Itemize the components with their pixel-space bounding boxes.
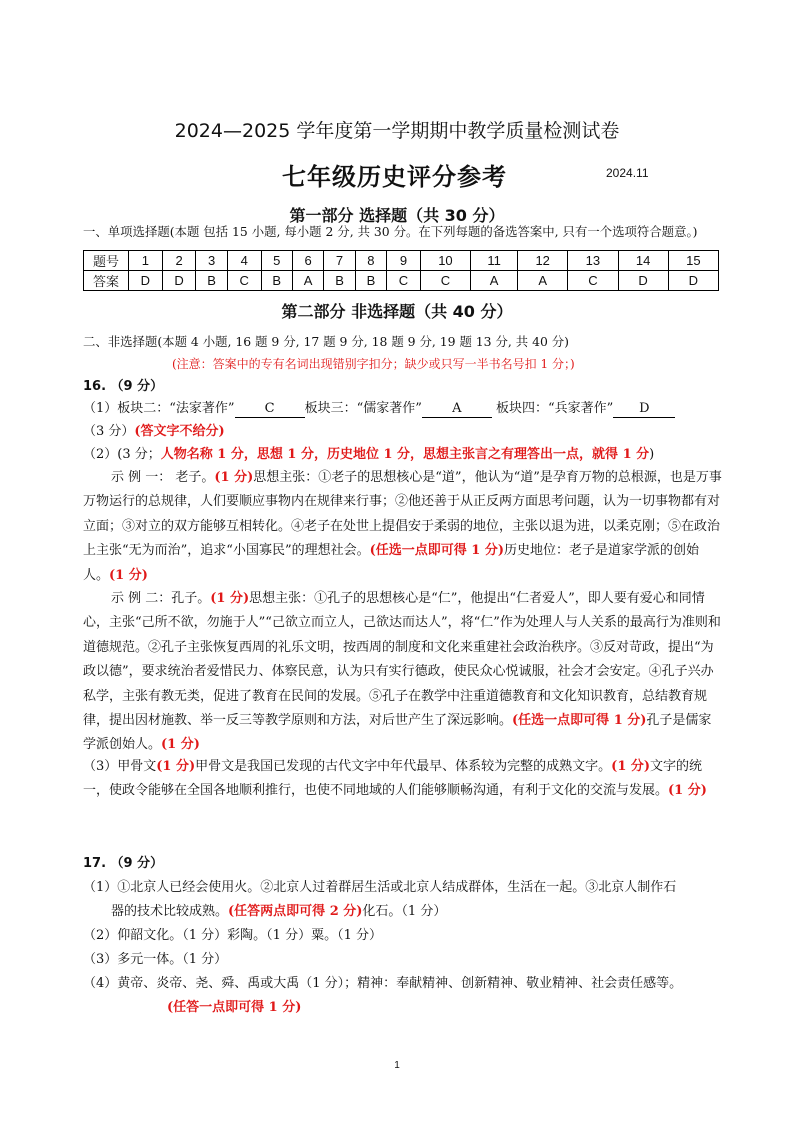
q16-part1-score — [83, 424, 225, 440]
question-number: 6 — [292, 251, 323, 271]
answer-cell: C — [387, 271, 421, 291]
answer-table — [83, 250, 719, 291]
q16-p2-text-a: （2）(3 分； — [83, 447, 161, 462]
q16-p3-text-1: （3）甲骨文 — [83, 759, 157, 774]
question-number: 15 — [668, 251, 718, 271]
q17-p1-note: (任答两点即可得 2 分) — [228, 904, 363, 919]
q16-answer-blank-3: D — [613, 401, 675, 418]
q16-part2 — [83, 447, 654, 463]
question-number: 1 — [129, 251, 163, 271]
ex1-status: 历史地位：老子是道家学派的创始人。 — [83, 543, 700, 583]
answer-cell: B — [261, 271, 292, 291]
page-number: 1 — [394, 1060, 400, 1071]
ex1-note: (任选一点即可得 1 分) — [369, 543, 504, 559]
part1-heading: 第一部分 选择题（共 30 分） — [289, 206, 505, 225]
answer-table-number-row — [84, 251, 719, 271]
q17-p4-note: (任答一点即可得 1 分) — [167, 1000, 302, 1015]
answer-table-answer-row — [84, 271, 719, 291]
q16-p1-text-a: （1）板块二：“法家著作” — [83, 401, 235, 416]
ex1-mark-2: (1 分) — [109, 567, 148, 583]
question-number: 2 — [162, 251, 196, 271]
question-number: 14 — [618, 251, 668, 271]
part2-instruction: 二、非选择题(本题 4 小题, 16 题 9 分, 17 题 9 分, 18 题 9 分, 19 题 13 分, 共 40 分) — [83, 334, 570, 349]
answer-cell: B — [196, 271, 227, 291]
q16-title: 16. （9 分） — [83, 379, 164, 394]
q17-p1-text-c: 化石。（1 分） — [362, 904, 447, 919]
q16-p2-text-b: ) — [649, 447, 655, 462]
q16-p3-text-2: 甲骨文是我国已发现的古代文字中年代最早、体系较为完整的成熟文字。 — [195, 759, 612, 774]
question-number: 9 — [387, 251, 421, 271]
q16-p1-score: （3 分） — [83, 424, 135, 439]
answer-cell: B — [324, 271, 355, 291]
q17-part1-line2 — [111, 904, 446, 920]
q16-part1 — [83, 401, 675, 418]
ex1-thought: 思想主张：①老子的思想核心是“道”，他认为“道”是孕育万物的总根源，也是万事万物运行的总规律，人们要顺应事物内在规律来行事；②他还善于从正反两方面思考问题，认为一切事物都有对立面；③对立的双方能够互相转化。④老子在处世上提倡安于柔弱的地位，主张以退为进，以柔克刚；⑤在政治上主张“无为而治”，追求“小国寡民”的理想社会。 — [83, 470, 722, 559]
q16-p3-mark-2: (1 分) — [611, 759, 651, 774]
answer-cell: D — [618, 271, 668, 291]
q16-p3-text-3: 文字的统一，使政令能够在全国各地顺利推行，也使不同地域的人们能够顺畅沟通，有利于文化的交流与发展。 — [83, 759, 703, 799]
ex2-note: (任选一点即可得 1 分) — [512, 713, 647, 729]
answer-cell: D — [162, 271, 196, 291]
row-label: 答案 — [84, 271, 129, 291]
question-number: 3 — [196, 251, 227, 271]
answer-cell: A — [471, 271, 518, 291]
answer-cell: A — [518, 271, 568, 291]
q16-example-2 — [83, 587, 723, 758]
answer-cell: C — [420, 271, 470, 291]
q16-answer-blank-2: A — [422, 401, 492, 418]
ex2-mark-2: (1 分) — [161, 737, 200, 753]
question-number: 13 — [568, 251, 618, 271]
q17-p1-text-b: 器的技术比较成熟。 — [111, 904, 229, 919]
part2-note: (注意：答案中的专有名词出现错别字扣分；缺少或只写一半书名号扣 1 分；) — [172, 357, 575, 371]
answer-cell: B — [355, 271, 386, 291]
q16-answer-blank-1: C — [235, 401, 305, 418]
part1-instruction: 一、单项选择题(本题 包括 15 小题, 每小题 2 分, 共 30 分。在下列每题的备选答案中, 只有一个选项符合题意。) — [83, 224, 698, 239]
exam-title: 2024—2025 学年度第一学期期中教学质量检测试卷 — [174, 120, 620, 142]
q16-p3-mark-3: (1 分) — [668, 783, 707, 799]
subject-title: 七年级历史评分参考 — [282, 163, 507, 191]
answer-cell: D — [129, 271, 163, 291]
question-number: 7 — [324, 251, 355, 271]
q17-part4: （4）黄帝、炎帝、尧、舜、禹或大禹（1 分）；精神：奉献精神、创新精神、敬业精神、社会责任感等。 — [83, 976, 683, 991]
q17-part2: （2）仰韶文化。（1 分）彩陶。（1 分）粟。（1 分） — [83, 928, 382, 943]
part2-heading: 第二部分 非选择题（共 40 分） — [281, 302, 513, 321]
question-number: 10 — [420, 251, 470, 271]
question-number: 12 — [518, 251, 568, 271]
question-number: 11 — [471, 251, 518, 271]
answer-cell: D — [668, 271, 718, 291]
q17-part3: （3）多元一体。（1 分） — [83, 952, 228, 967]
ex2-status: 孔子是儒家学派创始人。 — [83, 713, 712, 753]
q17-part1-line1: （1）①北京人已经会使用火。②北京人过着群居生活或北京人结成群体，生活在一起。③北京人制作石 — [83, 880, 677, 895]
ex2-intro: 示 例 二：孔子。 — [111, 591, 211, 606]
exam-date: 2024.11 — [606, 166, 649, 180]
answer-cell: A — [292, 271, 323, 291]
answer-cell: C — [227, 271, 261, 291]
q16-example-1 — [83, 466, 723, 588]
ex1-intro: 示 例 一： 老子。 — [111, 470, 215, 485]
q16-p1-text-b: 板块三：“儒家著作” — [304, 401, 422, 416]
question-number: 8 — [355, 251, 386, 271]
question-number: 5 — [261, 251, 292, 271]
ex2-thought: 思想主张：①孔子的思想核心是“仁”，他提出“仁者爱人”，即人要有爱心和同情心，主张“己所不欲，勿施于人”“己欲立而立人，己欲达而达人”，将“仁”作为处理人与人关系的最高行为准则和道德规范。②孔子主张恢复西周的礼乐文明，按西周的制度和文化来重建社会政治秩序。③反对苛政，提出“为政以德”，要求统治者爱惜民力、体察民意，认为只有实行德政，使民众心悦诚服，社会才会安定。④孔子兴办私学，主张有教无类，促进了教育在民间的发展。⑤孔子在教学中注重道德教育和文化知识教育，总结教育规律，提出因材施教、举一反三等教学原则和方法，对后世产生了深远影响。 — [83, 591, 721, 729]
row-label: 题号 — [84, 251, 129, 271]
q16-p2-note: 人物名称 1 分，思想 1 分，历史地位 1 分，思想主张言之有理答出一点，就得 1 分 — [160, 447, 650, 462]
q17-title: 17. （9 分） — [83, 856, 164, 871]
answer-cell: C — [568, 271, 618, 291]
q16-part3 — [83, 755, 723, 804]
q16-p1-text-c: 板块四：“兵家著作” — [496, 401, 614, 416]
question-number: 4 — [227, 251, 261, 271]
q16-p3-mark-1: (1 分) — [156, 759, 196, 774]
ex1-mark-1: (1 分) — [214, 470, 254, 485]
q16-p1-note: (答文字不给分) — [134, 424, 225, 439]
ex2-mark-1: (1 分) — [210, 591, 250, 606]
